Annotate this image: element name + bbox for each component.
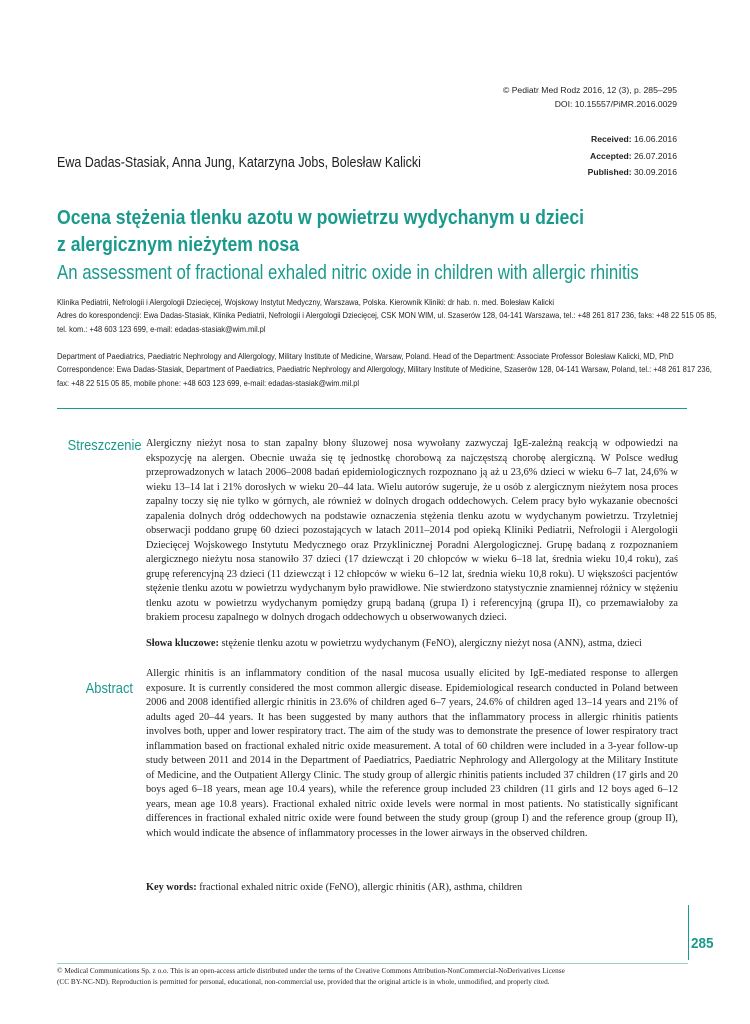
affiliation-line: fax: +48 22 515 05 85, mobile phone: +48 603 123 699, e-mail: edadas-stasiak@wim.mil.pl <box>57 378 360 388</box>
title-polish <box>57 205 697 258</box>
citation-block <box>503 83 677 111</box>
title-english: An assessment of fractional exhaled nitric oxide in children with allergic rhinitis <box>57 262 639 284</box>
abstract-polish-text: Alergiczny nieżyt nosa to stan zapalny błony śluzowej nosa wywołany zazwyczaj IgE-zależną reakcją w odpowiedzi na ekspozycję na alergen. Obecnie uważa się tę jednostkę chorobową za najczęstszą chorobę alergiczną. W Polsce według przeprowadzonych w latach 2006–2008 badań epidemiologicznych rozpoznano ją aż u 23,6% dzieci w wieku 6–7 lat, 24,6% w wieku 13–14 lat i 21% dorosłych w wieku 20–44 lata. Wielu autorów sugeruje, że u osób z alergicznym nieżytem nosa proces zapalny toczy się nie tylko w górnych, ale również w dolnych drogach oddechowych. Celem pracy było wykazanie obecności zapalenia dolnych dróg oddechowych na podstawie oznaczenia stężenia tlenku azotu w wydychanym powietrzu. Trzyletniej obserwacji poddano grupę 60 dzieci pozostających w latach 2011–2014 pod opieką Kliniki Pediatrii, Nefrologii i Alergologii Dziecięcej Wojskowego Instytutu Medycznego oraz Przyklinicznej Poradni Alergologicznej. Grupę badaną z rozpoznaniem alergicznego nieżytu nosa stanowiło 37 dzieci (17 dziewcząt i 20 chłopców w wieku 6–18 lat, średnia wieku 10,4 roku), zaś grupę referencyjną 23 dzieci (11 dziewcząt i 12 chłopców w wieku 6–12 lat, średnia wieku 10,8 roku). U większości pacjentów stężenie tlenku azotu w powietrzu wydychanym było prawidłowe. Nie stwierdzono statystycznie znamiennej różnicy w stężeniu tlenku azotu w powietrzu wydychanym pomiędzy grupą badaną (grupa I) i referencyjną (grupa II), co przemawiałoby za brakiem procesu zapalnego w dolnych drogach oddechowych u obserwowanych dzieci. <box>146 438 678 623</box>
affiliation-line: Correspondence: Ewa Dadas-Stasiak, Department of Paediatrics, Paediatric Nephrology and Allergology, Military Institute of Medicine, Szaserów 128, 04-141 Warsaw, Poland, tel.: +48 261 817 236, <box>57 365 712 375</box>
license-footer <box>57 966 697 987</box>
affiliation-line: Klinika Pediatrii, Nefrologii i Alergologii Dziecięcej, Wojskowy Instytut Medyczny, Warszawa, Polska. Kierownik Kliniki: dr hab. n. med. Bolesław Kalicki <box>57 298 555 307</box>
affiliation-english <box>57 350 737 390</box>
page-number: 285 <box>691 935 714 952</box>
journal-citation: © Pediatr Med Rodz 2016, 12 (3), p. 285–295 <box>502 85 677 95</box>
accepted-date: Accepted: 26.07.2016 <box>590 150 677 161</box>
keywords-english <box>146 882 686 893</box>
keywords-polish <box>146 638 686 649</box>
published-date: Published: 30.09.2016 <box>587 167 677 177</box>
page-number-rule <box>688 905 689 960</box>
keywords-text: fractional exhaled nitric oxide (FeNO), allergic rhinitis (AR), asthma, children <box>196 882 523 893</box>
title-polish-line: Ocena stężenia tlenku azotu w powietrzu wydychanym u dzieci <box>57 206 585 229</box>
footer-divider <box>57 963 688 964</box>
footer-line: © Medical Communications Sp. z o.o. This is an open-access article distributed under the terms of the Creative Commons Attribution-NonCommercial-NoDerivatives License <box>57 966 565 975</box>
received-date: Received: 16.06.2016 <box>590 134 677 144</box>
section-divider <box>57 408 687 409</box>
affiliation-line: Adres do korespondencji: Ewa Dadas-Stasiak, Klinika Pediatrii, Nefrologii i Alergologii Dziecięcej, CSK MON WIM, ul. Szaserów 128, 04-141 Warszawa, tel.: +48 261 817 236, faks: +48 22 515 05 85, <box>57 311 717 321</box>
affiliation-line: tel. kom.: +48 603 123 699, e-mail: edadas-stasiak@wim.mil.pl <box>57 324 266 334</box>
keywords-label: Key words: <box>146 882 197 893</box>
keywords-text: stężenie tlenku azotu w powietrzu wydychanym (FeNO), alergiczny nieżyt nosa (ANN), astma, dzieci <box>218 638 642 649</box>
abstract-polish-heading: Streszczenie <box>67 437 142 454</box>
abstract-english-heading: Abstract <box>85 680 133 697</box>
doi: DOI: 10.15557/PiMR.2016.0029 <box>554 99 677 109</box>
affiliation-polish <box>57 296 737 336</box>
keywords-label: Słowa kluczowe: <box>146 638 219 649</box>
publication-dates <box>588 131 677 181</box>
authors: Ewa Dadas-Stasiak, Anna Jung, Katarzyna Jobs, Bolesław Kalicki <box>57 155 421 171</box>
affiliation-line: Department of Paediatrics, Paediatric Nephrology and Allergology, Military Institute of Medicine, Warsaw, Poland. Head of the Department: Associate Professor Bolesław Kalicki, MD, PhD <box>57 352 674 361</box>
title-polish-line: z alergicznym nieżytem nosa <box>57 232 300 256</box>
abstract-english-text: Allergic rhinitis is an inflammatory condition of the nasal mucosa usually elicited by IgE-mediated response to allergen exposure. It is currently considered the most common allergic disease. Epidemiological research conducted in Poland between 2006 and 2008 identified allergic rhinitis in 23.6% of children aged 6–7 years, 24.6% of children aged 13–14 years and 21% of adults aged 20–44 years. It has been suggested by many authors that the inflammatory process in allergic rhinitis patients involves both, upper and lower respiratory tract. The aim of the study was to demonstrate the presence of lower respiratory tract inflammation based on fractional exhaled nitric oxide measurement. A total of 60 children were included in a 3-year follow-up study between 2011 and 2014 in the Department of Paediatrics, Paediatric Nephrology and Allergology at the Military Institute of Medicine, and the Outpatient Allergy Clinic. The study group of allergic rhinitis patients included 37 children (17 girls and 20 boys aged 6–18 years, mean age 10.4 years), while the reference group included 23 children (11 girls and 12 boys aged 6–12 years, mean age 10.8 years). Fractional exhaled nitric oxide levels were normal in most patients. No statistically significant differences in fractional exhaled nitric oxide were found between the study group (group I) and the reference group (group II), which would indicate the absence of inflammatory processes in the lower airways in the observed children. <box>146 668 678 839</box>
footer-line: (CC BY-NC-ND). Reproduction is permitted for personal, educational, non-commercial use, provided that the original article is in whole, unmodified, and properly cited. <box>57 976 550 986</box>
